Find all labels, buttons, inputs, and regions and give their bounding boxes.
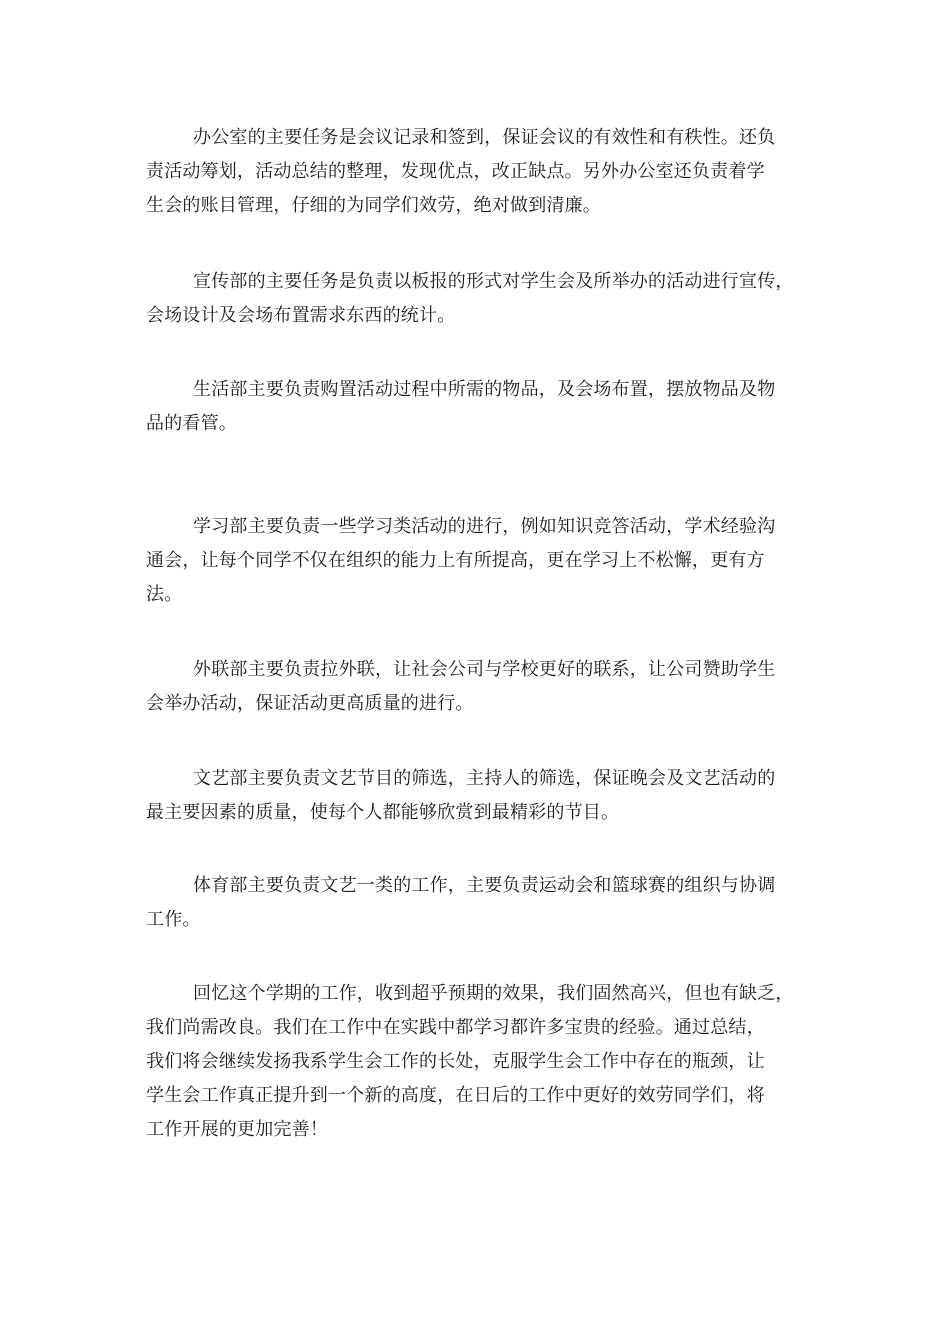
text-line: 工作开展的更加完善！ bbox=[146, 1119, 328, 1140]
text-line: 通会，让每个同学不仅在组织的能力上有所提高，更在学习上不松懈，更有方 bbox=[146, 550, 765, 571]
text-line: 最主要因素的质量，使每个人都能够欣赏到最精彩的节目。 bbox=[146, 802, 620, 823]
text-line: 我们将会继续发扬我系学生会工作的长处，克服学生会工作中存在的瓶颈，让 bbox=[146, 1051, 765, 1072]
paragraph-arts bbox=[146, 762, 818, 830]
text-line: 工作。 bbox=[146, 909, 201, 930]
paragraph-publicity bbox=[146, 265, 818, 333]
paragraph-life bbox=[146, 373, 818, 441]
paragraph-office bbox=[146, 121, 818, 223]
text-line: 文艺部主要负责文艺节目的筛选，主持人的筛选，保证晚会及文艺活动的 bbox=[193, 768, 776, 789]
text-line: 法。 bbox=[146, 584, 183, 605]
text-line: 学生会工作真正提升到一个新的高度，在日后的工作中更好的效劳同学们，将 bbox=[146, 1085, 765, 1106]
text-line: 我们尚需改良。我们在工作中在实践中都学习都许多宝贵的经验。通过总结， bbox=[146, 1017, 765, 1038]
text-line: 体育部主要负责文艺一类的工作，主要负责运动会和篮球赛的组织与协调 bbox=[193, 875, 776, 896]
text-line: 学习部主要负责一些学习类活动的进行，例如知识竞答活动，学术经验沟 bbox=[193, 516, 776, 537]
text-line: 生活部主要负责购置活动过程中所需的物品，及会场布置，摆放物品及物 bbox=[193, 379, 776, 400]
paragraph-external bbox=[146, 653, 818, 721]
text-line: 回忆这个学期的工作，收到超乎预期的效果，我们固然高兴，但也有缺乏， bbox=[193, 983, 794, 1004]
text-line: 会场设计及会场布置需求东西的统计。 bbox=[146, 305, 456, 326]
text-line: 品的看管。 bbox=[146, 413, 237, 434]
paragraph-sports bbox=[146, 869, 818, 937]
text-line: 会举办活动，保证活动更高质量的进行。 bbox=[146, 693, 474, 714]
paragraph-summary bbox=[146, 977, 818, 1147]
paragraph-study bbox=[146, 510, 818, 612]
text-line: 办公室的主要任务是会议记录和签到，保证会议的有效性和有秩性。还负 bbox=[193, 127, 776, 148]
text-line: 责活动筹划，活动总结的整理，发现优点，改正缺点。另外办公室还负责着学 bbox=[146, 161, 765, 182]
text-line: 宣传部的主要任务是负责以板报的形式对学生会及所举办的活动进行宣传， bbox=[193, 271, 794, 292]
text-line: 生会的账目管理，仔细的为同学们效劳，绝对做到清廉。 bbox=[146, 195, 601, 216]
text-line: 外联部主要负责拉外联，让社会公司与学校更好的联系，让公司赞助学生 bbox=[193, 659, 776, 680]
